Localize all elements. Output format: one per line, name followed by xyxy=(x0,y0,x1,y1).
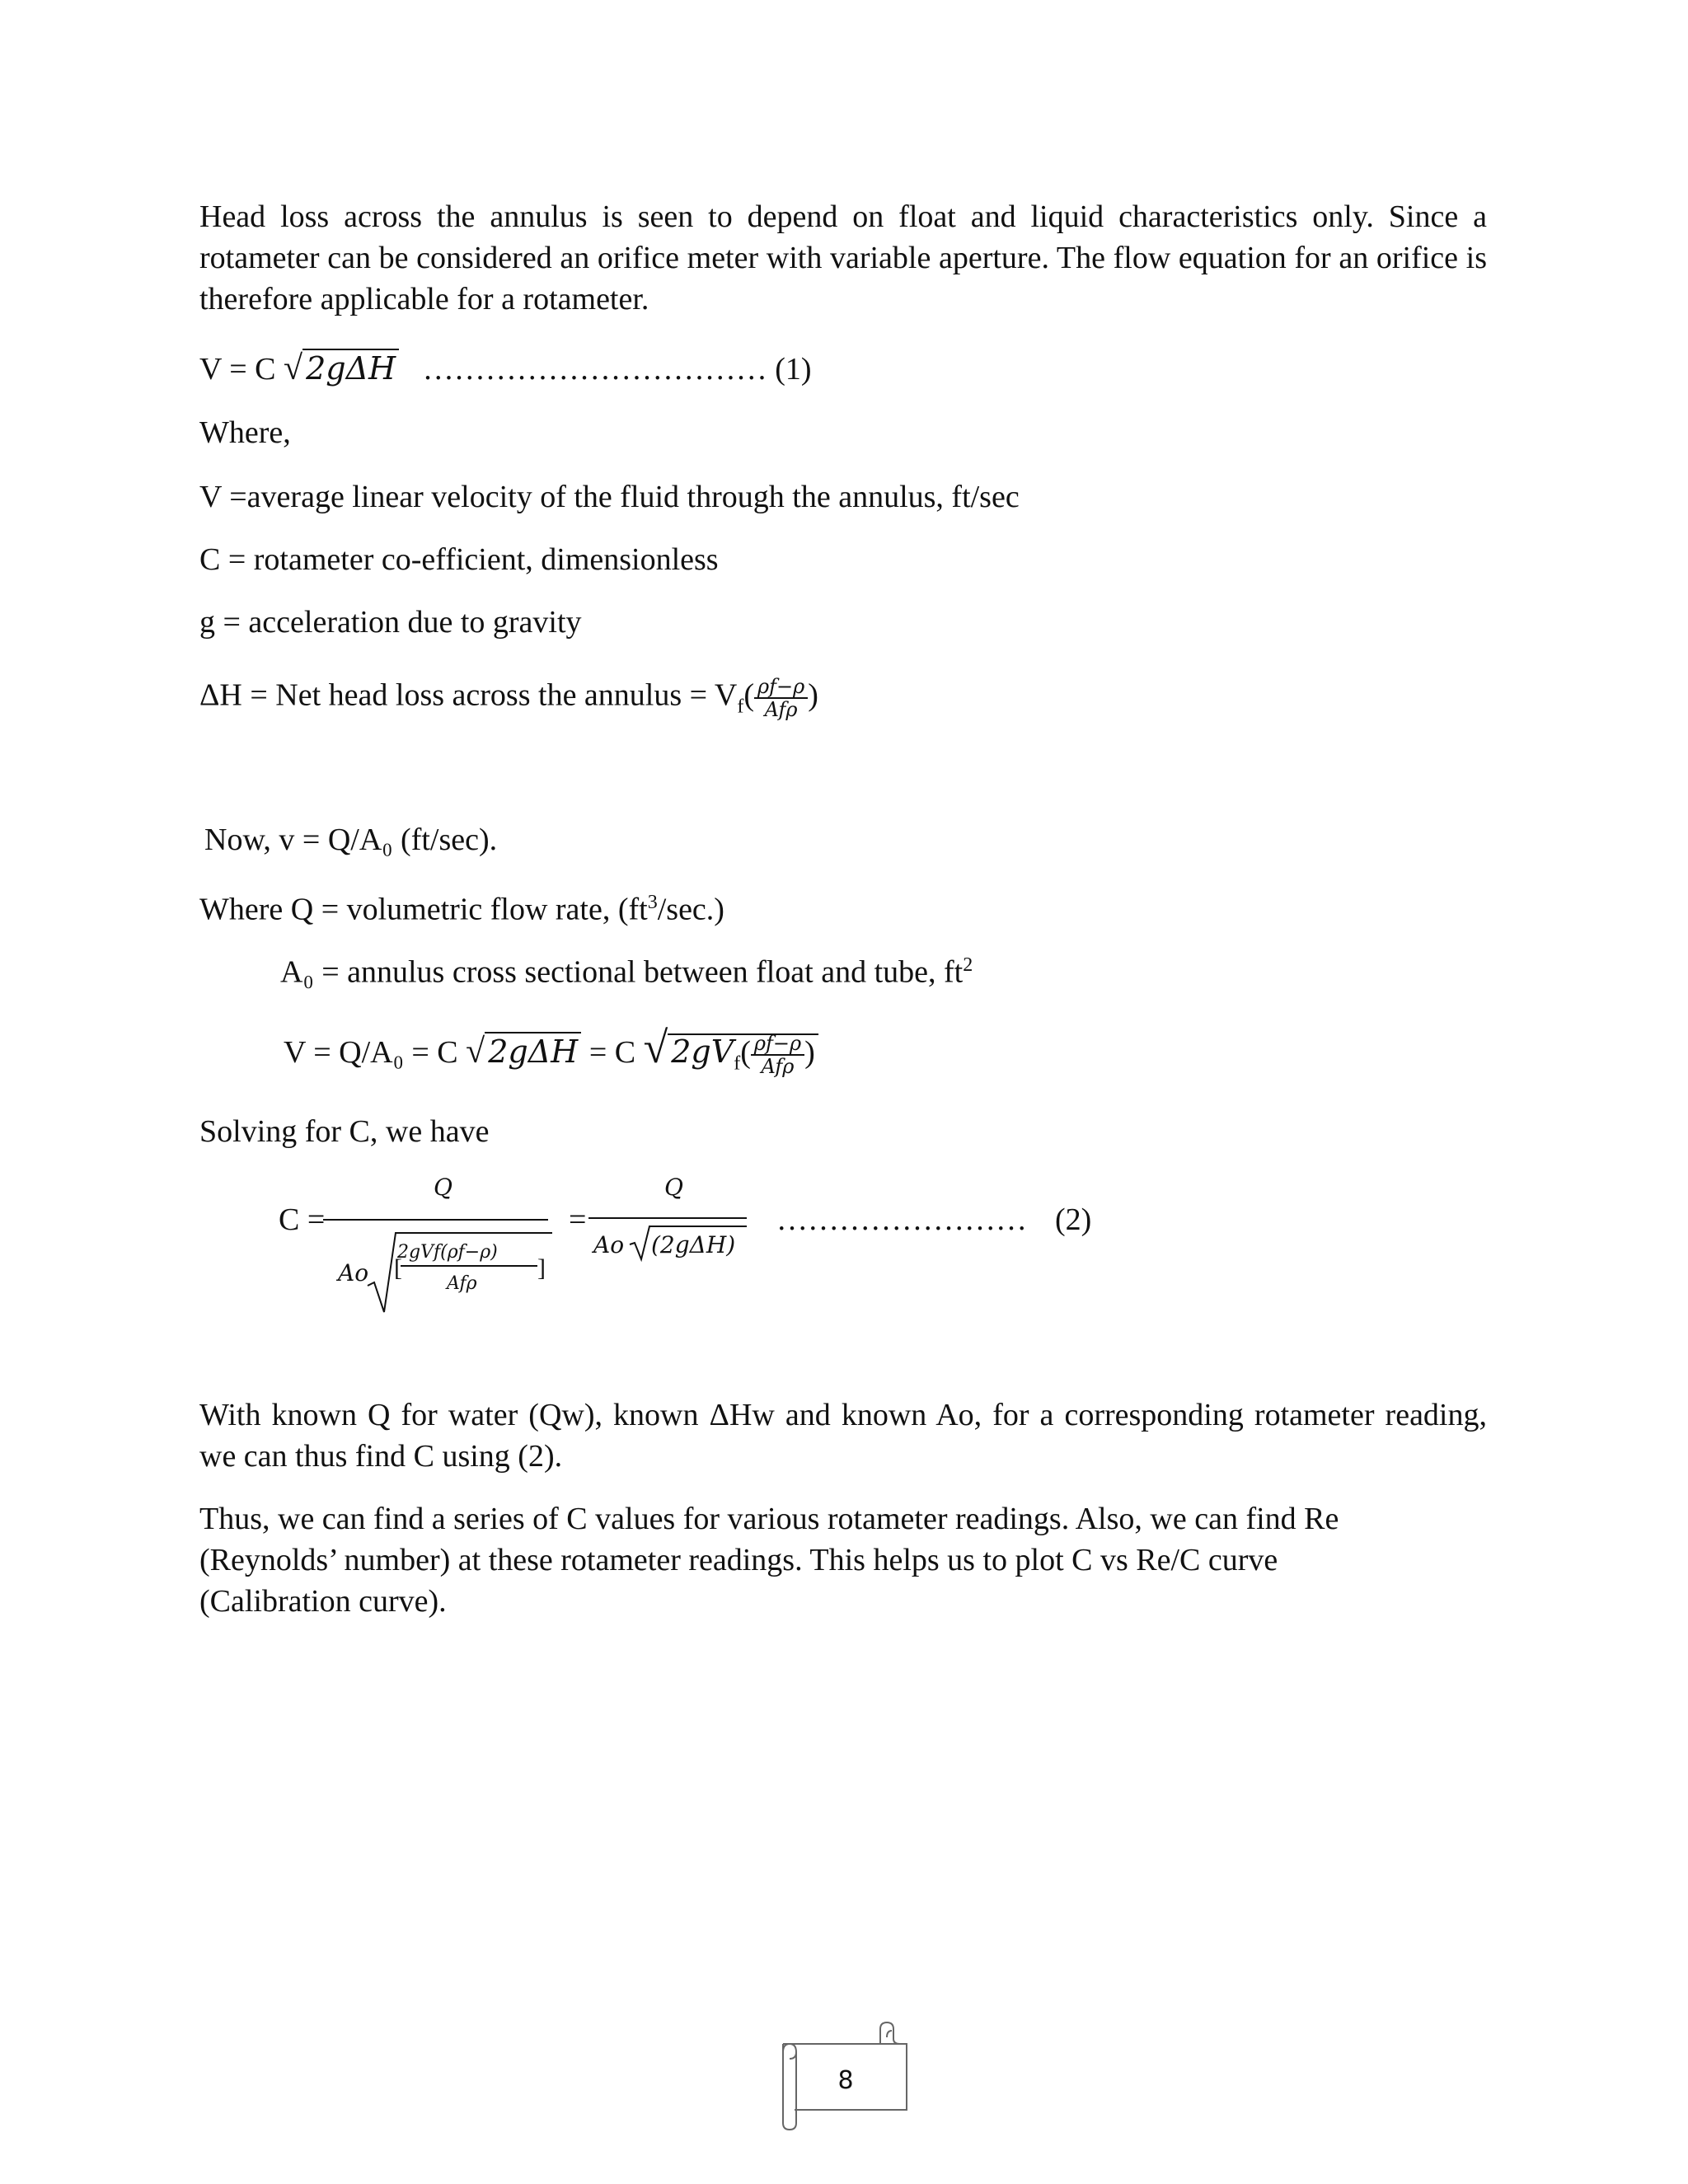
eq-v-rad2-sub: f xyxy=(734,1052,741,1075)
eq1-dots: …………………………… xyxy=(422,352,767,387)
eq-v-rad1: 2gΔH xyxy=(485,1032,581,1070)
ao-line-pre: A₀ = annulus cross sectional between float and tube, ft xyxy=(280,954,964,990)
scroll-right-roll xyxy=(880,2022,900,2044)
solving-line: Solving for C, we have xyxy=(199,1114,490,1149)
eq2-ao: Ao xyxy=(338,1259,369,1286)
ao-line xyxy=(280,946,973,991)
velocity-equation xyxy=(284,1023,818,1083)
where-q-line xyxy=(199,883,724,929)
eq2-num2: Q xyxy=(664,1174,683,1201)
eq1-radicand: 2gΔH xyxy=(302,349,399,387)
eq2-dots: …………………… xyxy=(776,1202,1027,1237)
eq2-den2-pre: Ao xyxy=(593,1231,625,1258)
eq-v-sqrt1: √ 2gΔH xyxy=(466,1033,581,1071)
eq2-den2-rad: (2gΔH) xyxy=(651,1231,736,1258)
where-q-pre: Where Q = volumetric flow rate, (ft xyxy=(199,892,648,927)
eq2-equals: = xyxy=(569,1202,587,1237)
delta-h-text: ΔH = Net head loss across the annulus = V xyxy=(199,677,738,713)
scroll-left-curl xyxy=(783,2044,796,2059)
eq2-left-bracket: [ xyxy=(394,1254,402,1282)
eq-v-den: Afρ xyxy=(761,1055,795,1079)
ao-line-sup: 2 xyxy=(963,954,973,976)
series-paragraph: Thus, we can find a series of C values for various rotameter readings. Also, we can find Re (Reynolds’ number) at these rotameter readings. This helps us to plot C vs Re/C curve (Calibration curve). xyxy=(199,1502,1339,1619)
eq1-tag: (1) xyxy=(775,352,812,387)
delta-h-den: Afρ xyxy=(764,698,798,721)
equation-2 xyxy=(272,1170,1137,1319)
eq-v-sqrt2: √ $2gV_f$( $\frac{\rho f-\rho}{\text{Afρ}}$ ) xyxy=(644,1029,818,1083)
where-q-sup: 3 xyxy=(647,892,658,913)
equation-1 xyxy=(199,349,812,388)
page-number-scroll xyxy=(767,2019,915,2131)
delta-h-num: ρf−ρ xyxy=(754,676,808,699)
scroll-right-curl xyxy=(887,2031,892,2037)
definition-c: C = rotameter co-efficient, dimensionless xyxy=(199,542,719,577)
eq2-num1: Q xyxy=(434,1174,452,1201)
where-label: Where, xyxy=(199,415,291,450)
known-paragraph: With known Q for water (Qw), known ΔHw and known Ao, for a corresponding rotameter reading, we can thus find C using (2). xyxy=(199,1398,1487,1474)
eq-v-mid: = C xyxy=(588,1035,636,1070)
now-line: Now, v = Q/A₀ (ft/sec). xyxy=(204,823,498,857)
delta-h-fraction xyxy=(754,676,808,720)
where-q-post: /sec.) xyxy=(657,892,724,927)
delta-h-sub: f xyxy=(737,696,744,718)
eq-v-num: ρf−ρ xyxy=(751,1033,804,1056)
eq2-lhs: C = xyxy=(279,1202,326,1237)
eq1-sqrt: √ 2gΔH xyxy=(284,349,399,388)
eq-v-fraction xyxy=(751,1033,804,1077)
page-number: 8 xyxy=(837,2066,854,2095)
eq-v-lhs: V = Q/A₀ = C xyxy=(284,1035,458,1070)
eq-v-rad2: $2gV_f$( $\frac{\rho f-\rho}{\text{Afρ}}$ ) xyxy=(668,1033,818,1070)
intro-paragraph: Head loss across the annulus is seen to depend on float and liquid characteristics only. Since a rotameter can be considered an orifice meter with variable aperture. The flow equation for an orifice is therefore applicable for a rotameter. xyxy=(199,199,1487,316)
eq-v-rad2-pre: 2gV xyxy=(671,1033,734,1070)
eq2-tag: (2) xyxy=(1055,1202,1092,1237)
definition-g: g = acceleration due to gravity xyxy=(199,605,582,640)
delta-h-line: ΔH = Net head loss across the annulus = $V_f$( $\frac{\rho f-\rho}{\text{Afρ}}$ ) xyxy=(199,675,818,721)
eq2-inner-den: Afρ xyxy=(447,1273,477,1294)
definition-v: V =average linear velocity of the fluid through the annulus, ft/sec xyxy=(199,480,1020,514)
eq2-right-bracket: ] xyxy=(537,1254,546,1282)
eq1-lhs: V = C xyxy=(199,352,276,387)
eq2-inner-num: 2gVf(ρf−ρ) xyxy=(397,1242,498,1263)
